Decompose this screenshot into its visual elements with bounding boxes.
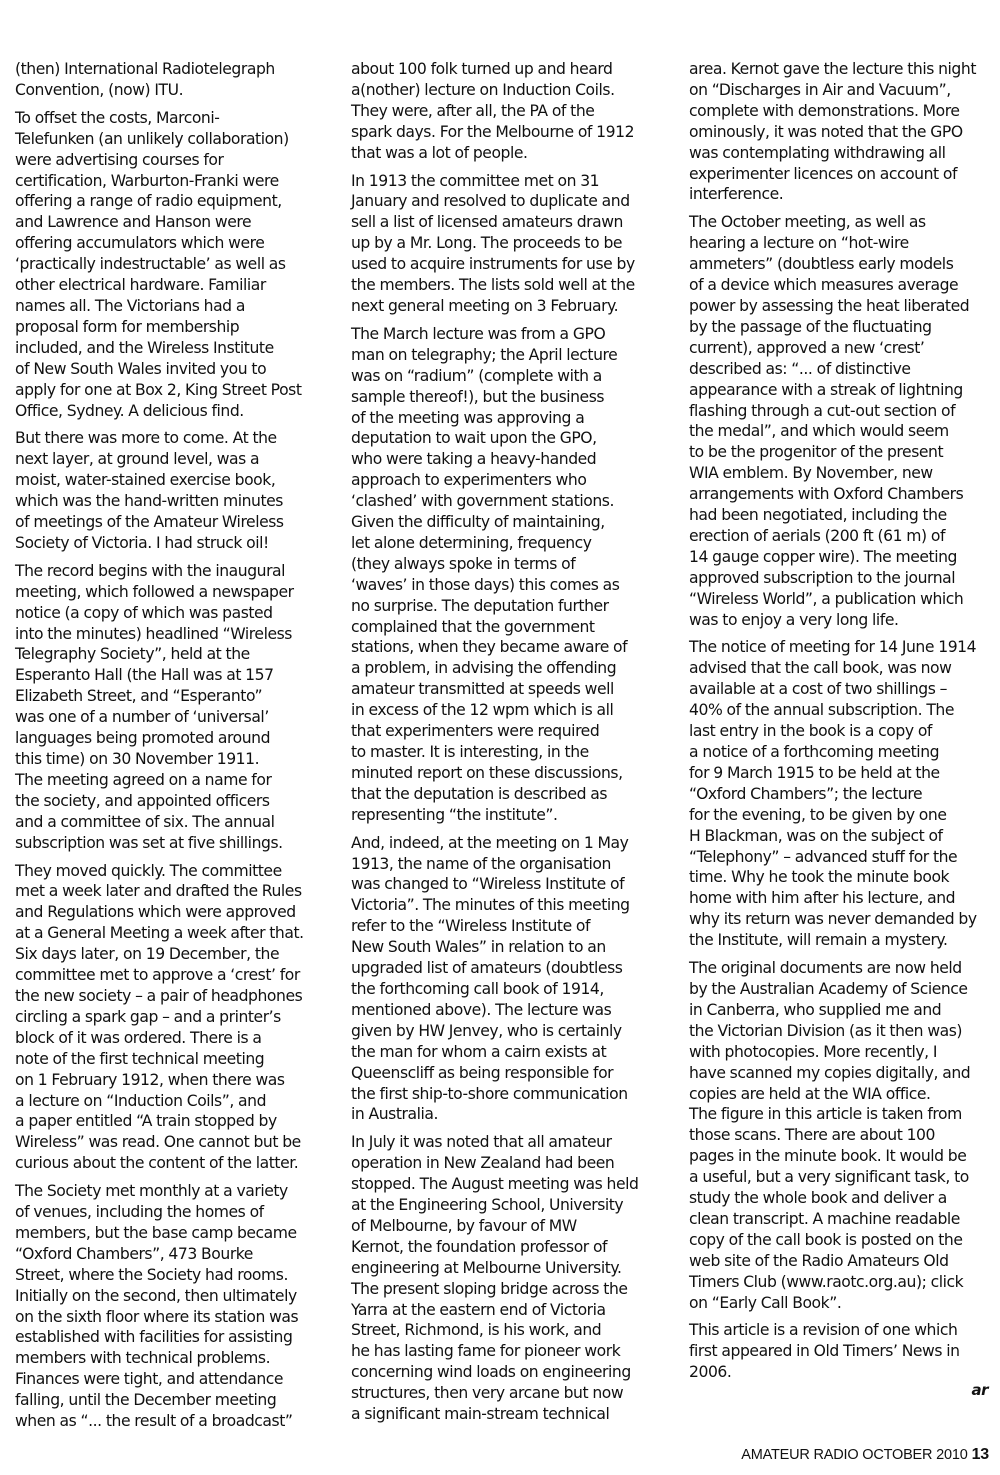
- article-paragraph: [15, 428, 325, 553]
- paragraph-line: a notice of a forthcoming meeting: [689, 743, 940, 761]
- paragraph-line: January and resolved to duplicate and: [351, 192, 630, 211]
- paragraph-line: was on “radium” (complete with a: [351, 366, 602, 385]
- paragraph-line: names all. The Victorians had a: [15, 296, 245, 315]
- paragraph-line: “Telephony” – advanced stuff for the: [689, 847, 958, 866]
- paragraph-line: sell a list of licensed amateurs drawn: [351, 213, 623, 232]
- paragraph-line: ammeters” (doubtless early models: [689, 255, 954, 274]
- article-paragraph: [351, 833, 659, 1126]
- paragraph-line: used to acquire instruments for use by: [351, 255, 635, 274]
- paragraph-line: Street, where the Society had rooms.: [15, 1265, 288, 1284]
- paragraph-line: Wireless” was read. One cannot but be: [15, 1133, 301, 1152]
- paragraph-line: Initially on the second, then ultimately: [15, 1286, 297, 1305]
- paragraph-line: members, but the base camp became: [15, 1223, 297, 1242]
- paragraph-line: he has lasting fame for pioneer work: [351, 1342, 621, 1361]
- paragraph-line: This article is a revision of one which: [689, 1321, 958, 1340]
- article-paragraph: [689, 637, 995, 951]
- paragraph-line: curious about the content of the latter.: [15, 1154, 299, 1173]
- paragraph-line: a useful, but a very significant task, to: [689, 1168, 969, 1187]
- paragraph-line: Finances were tight, and attendance: [15, 1370, 284, 1389]
- paragraph-line: The Society met monthly at a variety: [15, 1182, 288, 1201]
- article-column-3: [689, 59, 995, 1390]
- paragraph-line: Street, Richmond, is his work, and: [351, 1321, 602, 1340]
- paragraph-line: a paper entitled “A train stopped by: [15, 1112, 277, 1131]
- paragraph-line: were advertising courses for: [15, 150, 224, 169]
- paragraph-line: The meeting agreed on a name for: [15, 770, 272, 789]
- paragraph-line: established with facilities for assisting: [15, 1328, 293, 1347]
- paragraph-line: that the deputation is described as: [351, 784, 608, 803]
- paragraph-line: the Victorian Division (as it then was): [689, 1021, 963, 1040]
- paragraph-line: hearing a lecture on “hot-wire: [689, 234, 909, 253]
- paragraph-line: They moved quickly. The committee: [15, 861, 282, 880]
- paragraph-line: subscription was set at five shillings.: [15, 833, 283, 852]
- paragraph-line: committee met to approve a ‘crest’ for: [15, 966, 300, 985]
- paragraph-line: up by a Mr. Long. The proceeds to be: [351, 234, 623, 253]
- paragraph-line: into the minutes) headlined “Wireless: [15, 624, 292, 643]
- paragraph-line: representing “the institute”.: [351, 805, 558, 824]
- article-paragraph: [689, 212, 995, 630]
- paragraph-line: New South Wales” in relation to an: [351, 938, 606, 957]
- paragraph-line: copy of the call book is posted on the: [689, 1230, 963, 1249]
- paragraph-line: of a device which measures average: [689, 276, 959, 295]
- paragraph-line: deputation to wait upon the GPO,: [351, 429, 597, 448]
- paragraph-line: experimenter licences on account of: [689, 164, 958, 183]
- paragraph-line: amateur transmitted at speeds well: [351, 680, 614, 699]
- paragraph-line: and Regulations which were approved: [15, 903, 296, 922]
- article-column-1: [15, 59, 325, 1439]
- paragraph-line: Society of Victoria. I had struck oil!: [15, 533, 269, 552]
- article-paragraph: [689, 1320, 995, 1383]
- paragraph-line: on the sixth floor where its station was: [15, 1307, 299, 1326]
- paragraph-line: at the Engineering School, University: [351, 1196, 624, 1215]
- paragraph-line: proposal form for membership: [15, 317, 240, 336]
- paragraph-line: described as: “... of distinctive: [689, 359, 911, 378]
- paragraph-line: that experimenters were required: [351, 722, 600, 741]
- paragraph-line: 40% of the annual subscription. The: [689, 701, 954, 720]
- article-paragraph: [351, 171, 659, 317]
- paragraph-line: Telefunken (an unlikely collaboration): [15, 129, 289, 148]
- article-paragraph: [351, 59, 659, 164]
- paragraph-line: a lecture on “Induction Coils”, and: [15, 1091, 267, 1110]
- paragraph-line: 14 gauge copper wire). The meeting: [689, 547, 957, 566]
- paragraph-line: (they always spoke in terms of: [351, 554, 576, 573]
- paragraph-line: certification, Warburton-Franki were: [15, 171, 279, 190]
- article-paragraph: [689, 59, 995, 205]
- paragraph-line: no surprise. The deputation further: [351, 596, 609, 615]
- paragraph-line: erection of aerials (200 ft (61 m) of: [689, 526, 945, 545]
- paragraph-line: note of the first technical meeting: [15, 1049, 265, 1068]
- paragraph-line: who were taking a heavy-handed: [351, 450, 597, 469]
- paragraph-line: WIA emblem. By November, new: [689, 464, 933, 483]
- paragraph-line: 2006.: [689, 1363, 732, 1382]
- article-column-2: [351, 59, 659, 1432]
- paragraph-line: of meetings of the Amateur Wireless: [15, 513, 284, 532]
- paragraph-line: appearance with a streak of lightning: [689, 380, 963, 399]
- article-paragraph: [15, 59, 325, 101]
- paragraph-line: (then) International Radiotelegraph: [15, 60, 275, 78]
- paragraph-line: notice (a copy of which was pasted: [15, 603, 273, 622]
- paragraph-line: The notice of meeting for 14 June 1914: [689, 638, 977, 657]
- paragraph-line: this time) on 30 November 1911.: [15, 750, 260, 768]
- paragraph-line: structures, then very arcane but now: [351, 1384, 624, 1403]
- paragraph-line: circling a spark gap – and a printer’s: [15, 1007, 281, 1026]
- paragraph-line: and a committee of six. The annual: [15, 812, 275, 831]
- article-end-mark: ar: [971, 1381, 988, 1399]
- paragraph-line: in excess of the 12 wpm which is all: [351, 701, 614, 720]
- paragraph-line: 1913, the name of the organisation: [351, 854, 611, 873]
- paragraph-line: members with technical problems.: [15, 1349, 271, 1368]
- paragraph-line: spark days. For the Melbourne of 1912: [351, 122, 635, 141]
- paragraph-line: the forthcoming call book of 1914,: [351, 979, 604, 998]
- paragraph-line: mentioned above). The lecture was: [351, 1000, 612, 1019]
- paragraph-line: and Lawrence and Hanson were: [15, 213, 252, 232]
- paragraph-line: refer to the “Wireless Institute of: [351, 917, 591, 936]
- paragraph-line: interference.: [689, 185, 784, 204]
- paragraph-line: to be the progenitor of the present: [689, 443, 944, 462]
- paragraph-line: a problem, in advising the offending: [351, 659, 617, 678]
- paragraph-line: about 100 folk turned up and heard: [351, 60, 613, 78]
- paragraph-line: area. Kernot gave the lecture this night: [689, 60, 976, 78]
- paragraph-line: The March lecture was from a GPO: [351, 324, 606, 343]
- paragraph-line: by the passage of the fluctuating: [689, 317, 932, 336]
- paragraph-line: those scans. There are about 100: [689, 1126, 935, 1145]
- paragraph-line: minuted report on these discussions,: [351, 763, 623, 782]
- paragraph-line: ‘clashed’ with government stations.: [351, 492, 614, 511]
- article-paragraph: [15, 561, 325, 854]
- paragraph-line: flashing through a cut-out section of: [689, 401, 956, 420]
- paragraph-line: Elizabeth Street, and “Esperanto”: [15, 687, 263, 706]
- paragraph-line: approach to experimenters who: [351, 471, 587, 490]
- paragraph-line: falling, until the December meeting: [15, 1391, 277, 1410]
- paragraph-line: meeting, which followed a newspaper: [15, 582, 294, 601]
- paragraph-line: approved subscription to the journal: [689, 568, 956, 587]
- paragraph-line: apply for one at Box 2, King Street Post: [15, 380, 302, 399]
- paragraph-line: block of it was ordered. There is a: [15, 1028, 262, 1047]
- paragraph-line: complete with demonstrations. More: [689, 101, 960, 120]
- paragraph-line: moist, water-stained exercise book,: [15, 471, 276, 490]
- paragraph-line: But there was more to come. At the: [15, 429, 277, 448]
- paragraph-line: of venues, including the homes of: [15, 1203, 264, 1222]
- paragraph-line: The record begins with the inaugural: [15, 561, 286, 580]
- paragraph-line: had been negotiated, including the: [689, 506, 947, 525]
- paragraph-line: was contemplating withdrawing all: [689, 143, 946, 162]
- paragraph-line: arrangements with Oxford Chambers: [689, 485, 964, 504]
- paragraph-line: was changed to “Wireless Institute of: [351, 875, 625, 894]
- paragraph-line: for 9 March 1915 to be held at the: [689, 763, 940, 782]
- paragraph-line: the society, and appointed officers: [15, 791, 270, 810]
- paragraph-line: home with him after his lecture, and: [689, 889, 956, 908]
- paragraph-line: Queenscliff as being responsible for: [351, 1063, 614, 1082]
- paragraph-line: And, indeed, at the meeting on 1 May: [351, 833, 629, 852]
- paragraph-line: to master. It is interesting, in the: [351, 743, 589, 761]
- paragraph-line: Kernot, the foundation professor of: [351, 1237, 608, 1256]
- paragraph-line: pages in the minute book. It would be: [689, 1147, 967, 1166]
- paragraph-line: first appeared in Old Timers’ News in: [689, 1342, 960, 1361]
- article-paragraph: [15, 108, 325, 422]
- paragraph-line: stations, when they became aware of: [351, 638, 628, 657]
- paragraph-line: offering accumulators which were: [15, 234, 265, 253]
- paragraph-line: Office, Sydney. A delicious find.: [15, 401, 244, 420]
- paragraph-line: clean transcript. A machine readable: [689, 1209, 960, 1228]
- paragraph-line: operation in New Zealand had been: [351, 1154, 615, 1173]
- paragraph-line: languages being promoted around: [15, 729, 271, 748]
- paragraph-line: man on telegraphy; the April lecture: [351, 345, 618, 364]
- paragraph-line: other electrical hardware. Familiar: [15, 276, 266, 295]
- paragraph-line: with photocopies. More recently, I: [689, 1042, 938, 1061]
- paragraph-line: complained that the government: [351, 617, 595, 636]
- paragraph-line: study the whole book and deliver a: [689, 1189, 947, 1208]
- paragraph-line: the medal”, and which would seem: [689, 422, 949, 441]
- paragraph-line: last entry in the book is a copy of: [689, 722, 932, 741]
- paragraph-line: concerning wind loads on engineering: [351, 1363, 631, 1382]
- paragraph-line: on “Discharges in Air and Vacuum”,: [689, 80, 951, 99]
- paragraph-line: have scanned my copies digitally, and: [689, 1063, 971, 1082]
- paragraph-line: next layer, at ground level, was a: [15, 450, 260, 469]
- paragraph-line: Victoria”. The minutes of this meeting: [351, 896, 630, 915]
- paragraph-line: next general meeting on 3 February.: [351, 296, 619, 315]
- paragraph-line: was to enjoy a very long life.: [689, 610, 899, 629]
- paragraph-line: met a week later and drafted the Rules: [15, 882, 302, 901]
- paragraph-line: copies are held at the WIA office.: [689, 1084, 931, 1103]
- paragraph-line: the new society – a pair of headphones: [15, 986, 303, 1005]
- paragraph-line: current), approved a new ‘crest’: [689, 338, 925, 357]
- paragraph-line: upgraded list of amateurs (doubtless: [351, 959, 623, 978]
- paragraph-line: the Institute, will remain a mystery.: [689, 931, 948, 950]
- paragraph-line: for the evening, to be given by one: [689, 805, 947, 824]
- paragraph-line: which was the hand-written minutes: [15, 492, 283, 511]
- paragraph-line: by the Australian Academy of Science: [689, 979, 968, 998]
- article-paragraph: [351, 324, 659, 826]
- paragraph-line: time. Why he took the minute book: [689, 868, 950, 887]
- paragraph-line: available at a cost of two shillings –: [689, 680, 947, 699]
- paragraph-line: of Melbourne, by favour of MW: [351, 1216, 577, 1235]
- paragraph-line: when as “... the result of a broadcast”: [15, 1412, 293, 1431]
- paragraph-line: a significant main-stream technical: [351, 1405, 610, 1424]
- paragraph-line: To offset the costs, Marconi-: [15, 108, 220, 127]
- paragraph-line: given by HW Jenvey, who is certainly: [351, 1021, 622, 1040]
- paragraph-line: advised that the call book, was now: [689, 659, 952, 678]
- paragraph-line: let alone determining, frequency: [351, 533, 592, 552]
- paragraph-line: Timers Club (www.raotc.org.au); click: [689, 1272, 964, 1291]
- article-paragraph: [351, 1132, 659, 1425]
- page-number: 13: [971, 1446, 989, 1463]
- paragraph-line: sample thereof!), but the business: [351, 387, 605, 406]
- paragraph-line: Telegraphy Society”, held at the: [15, 645, 250, 664]
- paragraph-line: in Australia.: [351, 1105, 438, 1124]
- paragraph-line: The original documents are now held: [689, 959, 962, 978]
- paragraph-line: of the meeting was approving a: [351, 408, 585, 427]
- paragraph-line: that was a lot of people.: [351, 143, 528, 162]
- article-paragraph: [15, 861, 325, 1175]
- paragraph-line: the first ship-to-shore communication: [351, 1084, 628, 1103]
- paragraph-line: Yarra at the eastern end of Victoria: [351, 1300, 606, 1319]
- paragraph-line: In 1913 the committee met on 31: [351, 171, 600, 190]
- paragraph-line: a(nother) lecture on Induction Coils.: [351, 80, 615, 99]
- paragraph-line: of New South Wales invited you to: [15, 359, 267, 378]
- paragraph-line: Given the difficulty of maintaining,: [351, 513, 605, 532]
- paragraph-line: stopped. The August meeting was held: [351, 1175, 639, 1194]
- paragraph-line: “Oxford Chambers”, 473 Bourke: [15, 1244, 253, 1263]
- paragraph-line: on 1 February 1912, when there was: [15, 1070, 285, 1089]
- paragraph-line: “Oxford Chambers”; the lecture: [689, 784, 923, 803]
- page-footer: [741, 1446, 989, 1464]
- paragraph-line: Six days later, on 19 December, the: [15, 945, 280, 964]
- paragraph-line: Esperanto Hall (the Hall was at 157: [15, 666, 274, 685]
- paragraph-line: “Wireless World”, a publication which: [689, 589, 964, 608]
- article-paragraph: [15, 1181, 325, 1432]
- paragraph-line: web site of the Radio Amateurs Old: [689, 1251, 949, 1270]
- paragraph-line: They were, after all, the PA of the: [351, 101, 595, 120]
- paragraph-line: ominously, it was noted that the GPO: [689, 122, 963, 141]
- paragraph-line: the members. The lists sold well at the: [351, 276, 635, 295]
- paragraph-line: ‘practically indestructable’ as well as: [15, 255, 286, 274]
- paragraph-line: The present sloping bridge across the: [351, 1279, 628, 1298]
- paragraph-line: at a General Meeting a week after that.: [15, 924, 304, 943]
- paragraph-line: the man for whom a cairn exists at: [351, 1042, 607, 1061]
- paragraph-line: In July it was noted that all amateur: [351, 1133, 612, 1152]
- paragraph-line: power by assessing the heat liberated: [689, 296, 970, 315]
- paragraph-line: offering a range of radio equipment,: [15, 192, 282, 211]
- article-paragraph: [689, 958, 995, 1313]
- paragraph-line: on “Early Call Book”.: [689, 1293, 842, 1312]
- paragraph-line: Convention, (now) ITU.: [15, 80, 184, 99]
- paragraph-line: in Canberra, who supplied me and: [689, 1000, 942, 1019]
- paragraph-line: H Blackman, was on the subject of: [689, 826, 943, 845]
- paragraph-line: ‘waves’ in those days) this comes as: [351, 575, 620, 594]
- paragraph-line: The figure in this article is taken from: [689, 1105, 962, 1124]
- footer-magazine-issue: AMATEUR RADIO OCTOBER 2010: [741, 1447, 968, 1463]
- paragraph-line: why its return was never demanded by: [689, 910, 977, 929]
- paragraph-line: The October meeting, as well as: [689, 213, 926, 232]
- paragraph-line: was one of a number of ‘universal’: [15, 708, 269, 727]
- paragraph-line: included, and the Wireless Institute: [15, 338, 274, 357]
- paragraph-line: engineering at Melbourne University.: [351, 1258, 622, 1277]
